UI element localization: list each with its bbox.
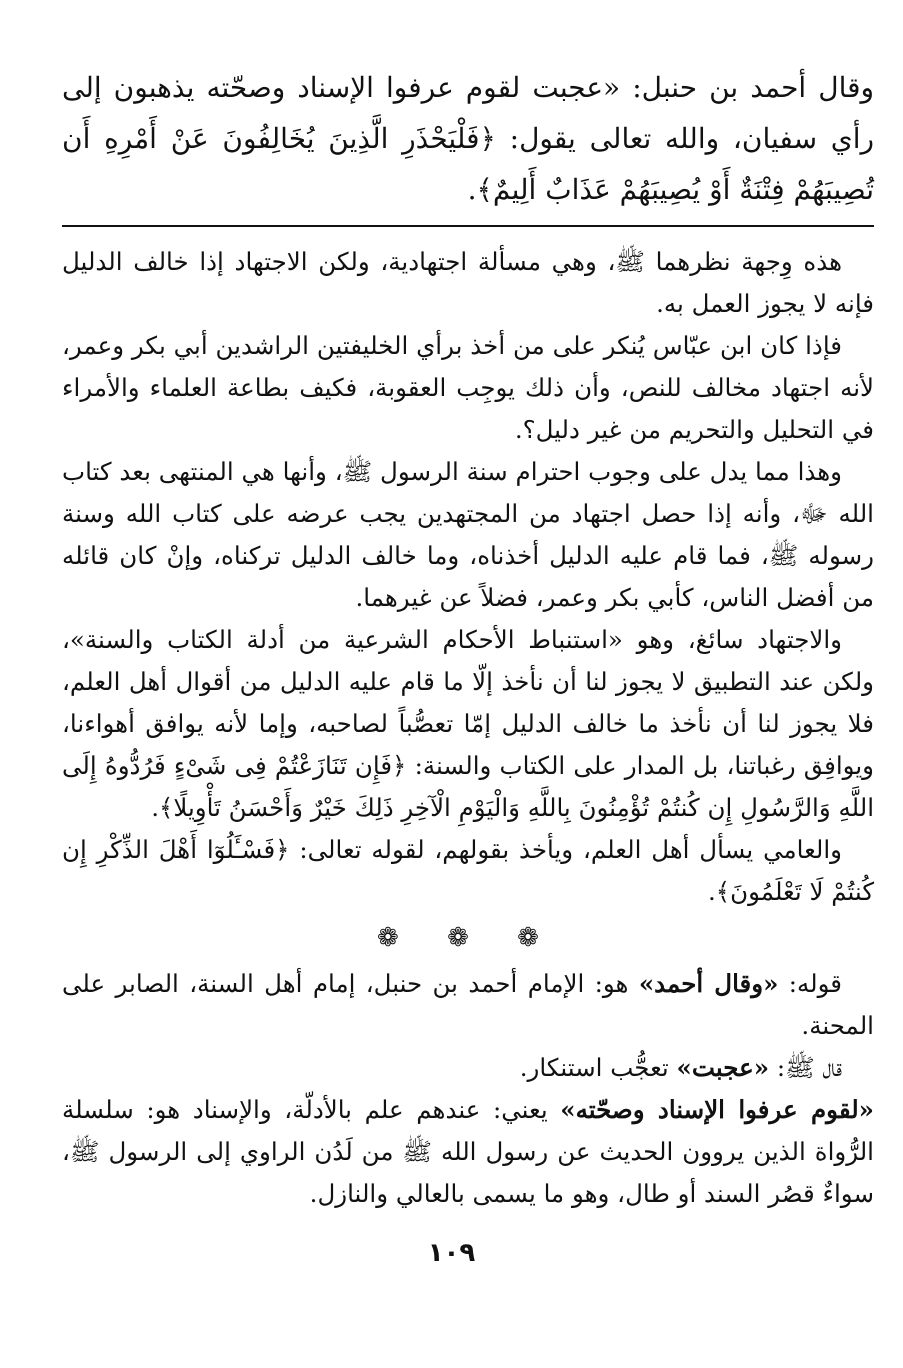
commentary-paragraph-4: والاجتهاد سائغ، وهو «استنباط الأحكام الشرعية من أدلة الكتاب والسنة»، ولكن عند التطبيق لا يجوز لنا أن نأخذ إلّا ما قام عليه الدليل من أقوال أهل العلم، فلا يجوز لنا أن نأخذ ما خالف الدليل إمّا تعصُّباً لصاحبه، وإما لأنه يوافق أهواءنا، ويوافِق رغباتنا، بل المدار على الكتاب والسنة: ﴿فَإِن تَنَازَعْتُمْ فِى شَىْءٍ فَرُدُّوهُ إِلَى اللَّهِ وَالرَّسُولِ إِن كُنتُمْ تُؤْمِنُونَ بِاللَّهِ وَالْيَوْمِ الْآخِرِ ذَلِكَ خَيْرٌ وَأَحْسَنُ تَأْوِيلًا﴾.: [62, 625, 874, 822]
main-text: [62, 62, 874, 215]
page-body: [62, 62, 874, 1215]
note-paragraph-3: [62, 1089, 874, 1215]
note-lead: قال ﷺ:: [769, 1053, 842, 1082]
commentary-paragraph-3: وهذا مما يدل على وجوب احترام سنة الرسول ﷺ، وأنها هي المنتهى بعد كتاب الله ﷻ، وأنه إذا حصل اجتهاد من المجتهدين يجب عرضه على كتاب الله وسنة رسوله ﷺ، فما قام عليه الدليل أخذناه، وما خالف الدليل تركناه، وإنْ كان قائله من أفضل الناس، كأبي بكر وعمر، فضلاً عن غيرهما.: [62, 457, 874, 612]
note-explanation: يعني: عندهم علم بالأدلّة، والإسناد هو: سلسلة الرُّواة الذين يروون الحديث عن رسول الله ﷺ من لَدُن الراوي إلى الرسول ﷺ، سواءٌ قصُر السند أو طال، وهو ما يسمى بالعالي والنازل.: [62, 1095, 874, 1208]
note-paragraph-2: [62, 1047, 874, 1089]
quote-paragraph: وقال أحمد بن حنبل: «عجبت لقوم عرفوا الإسناد وصحّته يذهبون إلى رأي سفيان، والله تعالى يقول: ﴿فَلْيَحْذَرِ الَّذِينَ يُخَالِفُونَ عَنْ أَمْرِهِ أَن تُصِيبَهُمْ فِتْنَةٌ أَوْ يُصِيبَهُمْ عَذَابٌ أَلِيمٌ﴾.: [62, 71, 874, 206]
note-lead: قوله:: [778, 969, 842, 998]
note-term: «وقال أحمد»: [638, 969, 779, 998]
note-explanation: تعجُّب استنكار.: [519, 1053, 677, 1082]
commentary-paragraph-2: فإذا كان ابن عبّاس يُنكر على من أخذ برأي الخليفتين الراشدين أبي بكر وعمر، لأنه اجتهاد مخالف للنص، وأن ذلك يوجِب العقوبة، فكيف بطاعة العلماء والأمراء في التحليل والتحريم من غير دليل؟.: [62, 331, 874, 444]
note-explanation: هو: الإمام أحمد بن حنبل، إمام أهل السنة، الصابر على المحنة.: [62, 969, 874, 1040]
commentary: [62, 241, 874, 1215]
commentary-paragraph-1: هذه وِجهة نظرهما ﷺ، وهي مسألة اجتهادية، ولكن الاجتهاد إذا خالف الدليل فإنه لا يجوز العمل به.: [62, 247, 874, 318]
note-term: «عجبت»: [676, 1053, 770, 1082]
section-separator: ❁ ❁ ❁: [377, 923, 559, 953]
page-number: ١٠٩: [427, 1238, 476, 1268]
note-paragraph-1: [62, 963, 874, 1047]
commentary-paragraph-5: والعامي يسأل أهل العلم، ويأخذ بقولهم، لقوله تعالى: ﴿فَسْـَٔلُوٓا أَهْلَ الذِّكْرِ إِن كُنتُمْ لَا تَعْلَمُونَ﴾.: [62, 835, 874, 906]
divider-rule: [62, 225, 874, 227]
note-term: «لقوم عرفوا الإسناد وصحّته»: [560, 1095, 874, 1124]
